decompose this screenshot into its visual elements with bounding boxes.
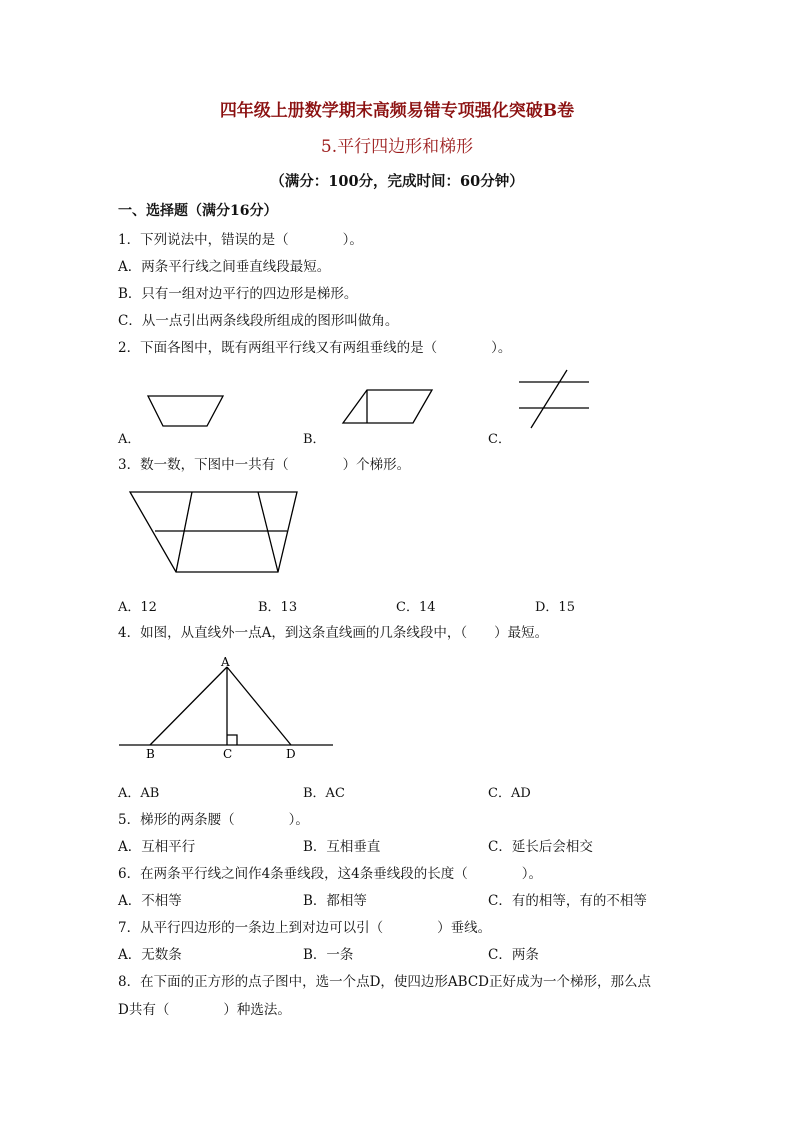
point-label-d: D — [286, 747, 296, 761]
section-heading: 一、选择题（满分16分） — [118, 203, 278, 219]
question-5-option-c: C．延长后会相交 — [488, 839, 593, 855]
question-6-option-a: A．不相等 — [118, 893, 182, 909]
question-8-stem-line2: D共有（ ）种选法。 — [118, 1002, 291, 1018]
score-info: （满分：100分，完成时间：60分钟） — [270, 173, 524, 190]
question-3-option-b: B．13 — [258, 600, 298, 615]
question-5-option-a: A．互相平行 — [118, 839, 196, 855]
question-7-option-a: A．无数条 — [118, 947, 182, 963]
question-6-option-c: C．有的相等，有的不相等 — [488, 893, 647, 909]
question-3-option-d: D．15 — [535, 600, 575, 615]
question-7-option-b: B．一条 — [303, 947, 354, 963]
document-title: 四年级上册数学期末高频易错专项强化突破B卷 — [219, 101, 575, 121]
question-2-stem: 2．下面各图中，既有两组平行线又有两组垂线的是（ ）。 — [118, 340, 512, 356]
question-7-option-c: C．两条 — [488, 947, 539, 963]
document-subtitle: 5.平行四边形和梯形 — [320, 137, 474, 157]
question-2-label-a: A． — [118, 432, 141, 447]
question-5-option-b: B．互相垂直 — [303, 839, 381, 855]
question-1-option-c: C．从一点引出两条线段所组成的图形叫做角。 — [118, 313, 399, 329]
question-4-option-b: B．AC — [303, 786, 345, 801]
question-1-option-a: A．两条平行线之间垂直线段最短。 — [118, 259, 331, 275]
question-3-stem: 3．数一数，下图中一共有（ ）个梯形。 — [118, 457, 411, 473]
point-label-c: C — [223, 747, 233, 761]
question-4-option-c: C．AD — [488, 786, 531, 801]
question-4-stem: 4．如图，从直线外一点A，到这条直线画的几条线段中，（ ）最短。 — [118, 625, 549, 641]
question-4-option-a: A．AB — [118, 786, 160, 801]
question-2-label-c: C． — [488, 432, 511, 447]
question-2-label-b: B． — [303, 432, 326, 447]
question-6-option-b: B．都相等 — [303, 893, 367, 909]
question-3-option-c: C．14 — [396, 600, 436, 615]
question-7-stem: 7．从平行四边形的一条边上到对边可以引（ ）垂线。 — [118, 920, 492, 936]
question-1-stem: 1．下列说法中，错误的是（ ）。 — [118, 232, 363, 248]
question-8-stem-line1: 8．在下面的正方形的点子图中，选一个点D，使四边形ABCD正好成为一个梯形，那么点 — [118, 974, 651, 990]
point-label-a: A — [221, 655, 230, 669]
question-1-option-b: B．只有一组对边平行的四边形是梯形。 — [118, 286, 358, 302]
question-6-stem: 6．在两条平行线之间作4条垂线段，这4条垂线段的长度（ ）。 — [118, 866, 543, 882]
question-5-stem: 5．梯形的两条腰（ ）。 — [118, 812, 309, 828]
question-3-option-a: A．12 — [118, 600, 157, 615]
point-label-b: B — [146, 747, 155, 761]
